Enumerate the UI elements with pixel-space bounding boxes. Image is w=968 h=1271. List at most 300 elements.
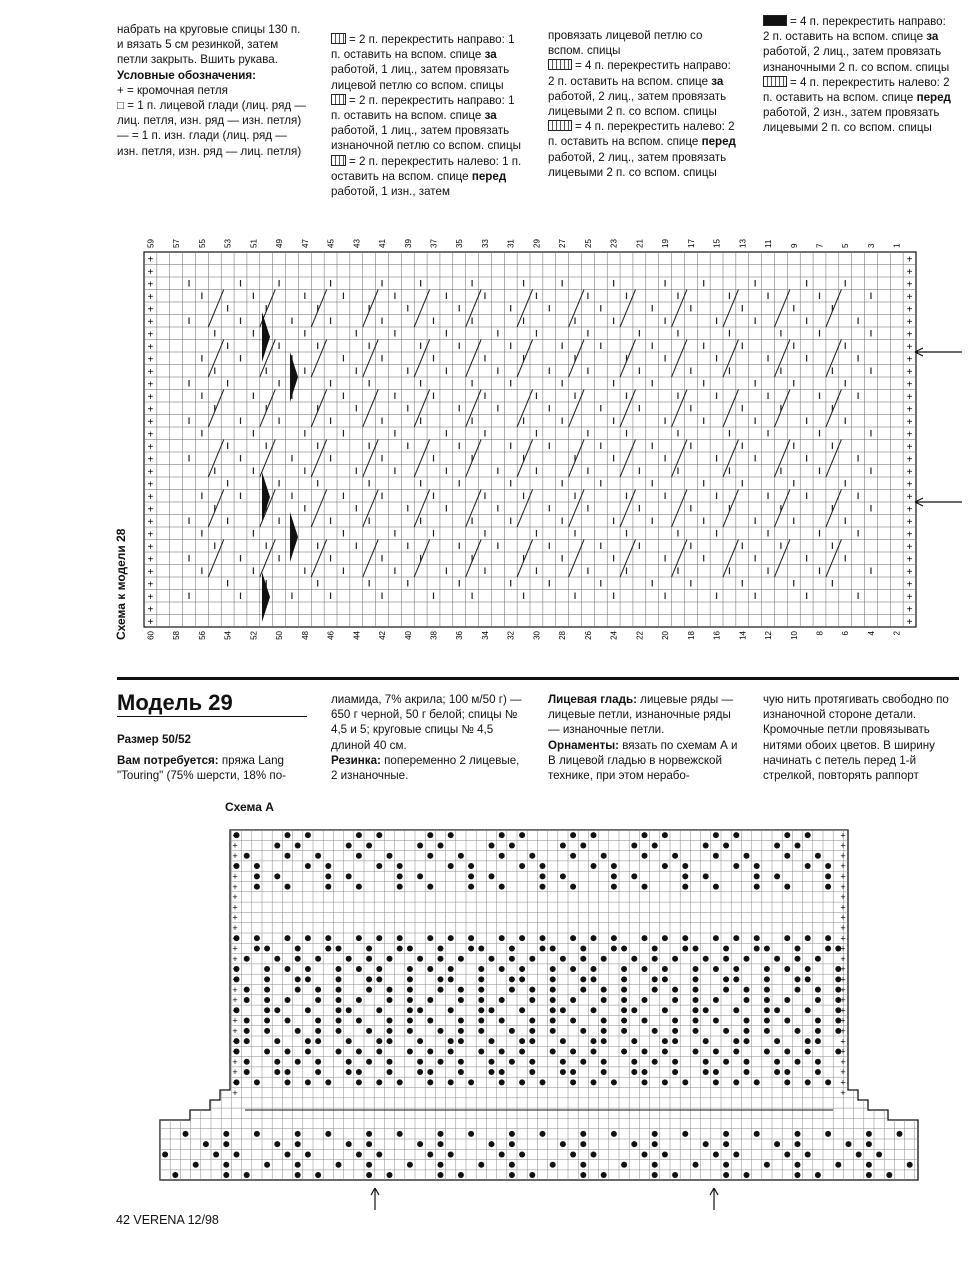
section-divider <box>117 677 959 680</box>
pattern-dot <box>285 1069 291 1075</box>
pattern-dot <box>356 884 362 890</box>
pattern-dot <box>285 853 291 859</box>
pattern-dot <box>274 1038 280 1044</box>
pattern-dot <box>529 997 535 1003</box>
pattern-dot <box>183 1131 189 1137</box>
bottom-column-number: 2 <box>892 631 902 636</box>
pattern-dot <box>662 1151 668 1157</box>
bottom-column-number: 4 <box>866 631 876 636</box>
top-column-number: 9 <box>789 243 799 248</box>
pattern-dot <box>662 1079 668 1085</box>
pattern-dot <box>764 976 770 982</box>
text: Условные обозначения: <box>117 68 256 82</box>
pattern-dot <box>529 1018 535 1024</box>
pattern-dot <box>509 1131 515 1137</box>
pattern-dot <box>427 935 433 941</box>
pattern-dot <box>468 945 474 951</box>
pattern-dot <box>621 1028 627 1034</box>
pattern-dot <box>631 842 637 848</box>
pattern-dot <box>805 935 811 941</box>
edge-stitch-mark: + <box>232 881 238 892</box>
pattern-dot <box>652 1141 658 1147</box>
pattern-dot <box>591 1048 597 1054</box>
pattern-dot <box>805 1079 811 1085</box>
top-column-number: 17 <box>686 239 696 248</box>
pattern-dot <box>427 884 433 890</box>
text: = 4 п. перекрестить налево: 2 п. оставить на вспом. спице <box>763 75 950 105</box>
pattern-dot <box>866 1172 872 1178</box>
pattern-dot <box>570 1079 576 1085</box>
pattern-dot <box>693 997 699 1003</box>
pattern-dot <box>407 976 413 982</box>
pattern-dot <box>591 832 597 838</box>
pattern-dot <box>774 1069 780 1075</box>
top-column-number: 53 <box>223 239 233 248</box>
pattern-dot <box>682 884 688 890</box>
pattern-dot <box>703 1038 709 1044</box>
pattern-dot <box>713 966 719 972</box>
pattern-dot <box>234 1151 240 1157</box>
edge-stitch-mark: + <box>906 367 913 378</box>
edge-stitch-mark: + <box>906 542 913 553</box>
pattern-dot <box>754 1131 760 1137</box>
pattern-dot <box>264 966 270 972</box>
pattern-dot <box>427 1079 433 1085</box>
pattern-dot <box>417 1141 423 1147</box>
pattern-dot <box>427 1018 433 1024</box>
edge-stitch-mark: + <box>232 1087 238 1098</box>
pattern-dot <box>376 976 382 982</box>
edge-stitch-mark: + <box>840 1015 846 1026</box>
pattern-dot <box>264 1028 270 1034</box>
text: набрать на круговые спицы 130 п. и вязать 5 см резинкой, затем петли закрыть. Вшить рукава. <box>117 23 301 67</box>
pattern-dot <box>397 945 403 951</box>
pattern-dot <box>315 1059 321 1065</box>
edge-stitch-mark: + <box>840 912 846 923</box>
pattern-dot <box>621 945 627 951</box>
pattern-dot <box>733 863 739 869</box>
pattern-dot <box>784 1069 790 1075</box>
pattern-dot <box>376 1007 382 1013</box>
pattern-dot <box>652 1162 658 1168</box>
pattern-dot <box>693 1018 699 1024</box>
pattern-dot <box>417 1069 423 1075</box>
pattern-dot <box>754 884 760 890</box>
pattern-dot <box>427 853 433 859</box>
pattern-dot <box>601 997 607 1003</box>
bottom-column-number: 48 <box>300 631 310 640</box>
pattern-dot <box>295 945 301 951</box>
edge-stitch-mark: + <box>147 579 154 591</box>
pattern-dot <box>672 1059 678 1065</box>
pattern-dot <box>703 1141 709 1147</box>
pattern-dot <box>713 1018 719 1024</box>
paragraph <box>548 58 738 119</box>
bold-term: Резинка: <box>331 753 381 767</box>
edge-stitch-mark: + <box>147 329 154 341</box>
top-column-number: 49 <box>275 239 285 248</box>
pattern-dot <box>723 1141 729 1147</box>
pattern-dot <box>489 1038 495 1044</box>
pattern-dot <box>336 945 342 951</box>
pattern-dot <box>744 1018 750 1024</box>
edge-stitch-mark: + <box>147 542 154 553</box>
pattern-dot <box>427 1069 433 1075</box>
pattern-dot <box>693 1007 699 1013</box>
pattern-dot <box>744 997 750 1003</box>
pattern-dot <box>458 853 464 859</box>
pattern-dot <box>550 966 556 972</box>
pattern-dot <box>438 1131 444 1137</box>
pattern-dot <box>336 1162 342 1168</box>
pattern-dot <box>591 1151 597 1157</box>
pattern-dot <box>723 1028 729 1034</box>
top-column-number: 29 <box>532 239 542 248</box>
title-underline <box>117 716 307 717</box>
pattern-dot <box>784 966 790 972</box>
pattern-dot <box>805 1007 811 1013</box>
edge-stitch-mark: + <box>147 567 154 578</box>
bottom-column-number: 22 <box>635 631 645 640</box>
pattern-dot <box>621 997 627 1003</box>
edge-stitch-mark: + <box>840 984 846 995</box>
pattern-dot <box>223 1141 229 1147</box>
pattern-dot <box>489 1069 495 1075</box>
pattern-dot <box>346 1141 352 1147</box>
edge-stitch-mark: + <box>840 923 846 933</box>
pattern-dot <box>764 945 770 951</box>
pattern-dot <box>703 1069 709 1075</box>
pattern-dot <box>642 1069 648 1075</box>
pattern-dot <box>672 1038 678 1044</box>
pattern-dot <box>795 987 801 993</box>
pattern-dot <box>407 987 413 993</box>
pattern-dot <box>305 1079 311 1085</box>
repeat-arrow-icon <box>371 1188 379 1210</box>
pattern-dot <box>723 945 729 951</box>
pattern-dot <box>387 987 393 993</box>
top-column-number: 51 <box>249 239 259 248</box>
pattern-dot <box>723 1172 729 1178</box>
edge-stitch-mark: + <box>232 1026 238 1036</box>
pattern-dot <box>244 1069 250 1075</box>
pattern-dot <box>550 1007 556 1013</box>
pattern-dot <box>285 935 291 941</box>
pattern-dot <box>580 842 586 848</box>
pattern-dot <box>713 1079 719 1085</box>
pattern-dot <box>489 842 495 848</box>
bottom-column-number: 58 <box>172 631 182 640</box>
pattern-dot <box>448 935 454 941</box>
pattern-dot <box>366 1172 372 1178</box>
pattern-dot <box>376 863 382 869</box>
pattern-dot <box>652 1172 658 1178</box>
pattern-dot <box>407 945 413 951</box>
pattern-dot <box>693 945 699 951</box>
pattern-dot <box>580 1172 586 1178</box>
pattern-dot <box>285 1079 291 1085</box>
edge-stitch-mark: + <box>147 367 154 378</box>
top-column-number: 35 <box>455 239 465 248</box>
pattern-dot <box>733 976 739 982</box>
pattern-dot <box>387 853 393 859</box>
pattern-dot <box>703 873 709 879</box>
pattern-dot <box>764 997 770 1003</box>
pattern-dot <box>519 863 525 869</box>
pattern-dot <box>285 997 291 1003</box>
pattern-dot <box>356 1151 362 1157</box>
edge-stitch-mark: + <box>147 454 154 466</box>
pattern-dot <box>795 842 801 848</box>
pattern-dot <box>366 1162 372 1168</box>
pattern-dot <box>519 1151 525 1157</box>
pattern-dot <box>795 956 801 962</box>
pattern-dot <box>315 997 321 1003</box>
cable-symbol-icon <box>763 76 787 87</box>
pattern-dot <box>346 873 352 879</box>
pattern-dot <box>427 1048 433 1054</box>
pattern-dot <box>274 956 280 962</box>
pattern-dot <box>825 945 831 951</box>
pattern-dot <box>366 956 372 962</box>
pattern-dot <box>642 832 648 838</box>
pattern-dot <box>621 1007 627 1013</box>
pattern-dot <box>764 1048 770 1054</box>
pattern-dot <box>356 1048 362 1054</box>
pattern-dot <box>642 884 648 890</box>
pattern-dot <box>468 884 474 890</box>
pattern-dot <box>356 853 362 859</box>
pattern-dot <box>499 1079 505 1085</box>
bold-term: Орнаменты: <box>548 738 620 752</box>
edge-stitch-mark: + <box>232 1005 238 1016</box>
pattern-dot <box>784 1018 790 1024</box>
pattern-dot <box>407 1018 413 1024</box>
pattern-dot <box>397 1131 403 1137</box>
pattern-dot <box>438 987 444 993</box>
pattern-dot <box>489 873 495 879</box>
pattern-dot <box>662 1038 668 1044</box>
pattern-dot <box>713 884 719 890</box>
pattern-dot <box>438 1172 444 1178</box>
pattern-dot <box>570 966 576 972</box>
paragraph <box>763 75 953 136</box>
pattern-dot <box>336 987 342 993</box>
pattern-dot <box>631 1069 637 1075</box>
pattern-dot <box>254 935 260 941</box>
pattern-dot <box>774 1059 780 1065</box>
pattern-dot <box>499 935 505 941</box>
pattern-dot <box>366 1131 372 1137</box>
edge-stitch-mark: + <box>840 1026 846 1036</box>
text: □ = 1 п. лицевой глади (лиц. ряд — лиц. петля, изн. ряд — изн. петля) <box>117 99 306 128</box>
pattern-dot <box>723 956 729 962</box>
pattern-dot <box>325 873 331 879</box>
pattern-dot <box>336 1048 342 1054</box>
paragraph <box>548 119 738 180</box>
pattern-dot <box>315 1069 321 1075</box>
paragraph <box>331 692 523 753</box>
pattern-dot <box>611 863 617 869</box>
pattern-dot <box>570 1018 576 1024</box>
pattern-dot <box>652 1059 658 1065</box>
top-column-number: 55 <box>197 239 207 248</box>
pattern-dot <box>438 1162 444 1168</box>
bottom-column-number: 24 <box>609 631 619 640</box>
top-column-number: 45 <box>326 239 336 248</box>
edge-stitch-mark: + <box>840 1056 846 1067</box>
pattern-dot <box>591 1007 597 1013</box>
top-column-number: 7 <box>815 243 825 248</box>
bold-term: перед <box>471 169 507 183</box>
pattern-dot <box>580 945 586 951</box>
edge-stitch-mark: + <box>906 617 913 628</box>
edge-stitch-mark: + <box>232 923 238 933</box>
pattern-dot <box>315 1038 321 1044</box>
text: попеременно 2 лицевые, 2 изнаночные. <box>331 753 520 783</box>
pattern-dot <box>682 873 688 879</box>
pattern-dot <box>509 956 515 962</box>
pattern-dot <box>254 873 260 879</box>
pattern-dot <box>815 987 821 993</box>
pattern-dot <box>621 1162 627 1168</box>
pattern-dot <box>417 1007 423 1013</box>
pattern-dot <box>795 1162 801 1168</box>
pattern-dot <box>662 966 668 972</box>
paragraph <box>548 28 738 58</box>
pattern-dot <box>744 987 750 993</box>
edge-stitch-mark: + <box>906 592 913 603</box>
pattern-dot <box>417 842 423 848</box>
top-column-number: 23 <box>609 239 619 248</box>
pattern-dot <box>325 945 331 951</box>
paragraph <box>331 154 523 200</box>
pattern-dot <box>713 997 719 1003</box>
pattern-dot <box>356 935 362 941</box>
pattern-dot <box>764 1162 770 1168</box>
pattern-dot <box>591 1079 597 1085</box>
pattern-dot <box>244 853 250 859</box>
top-column-number: 33 <box>480 239 490 248</box>
top-column-number: 11 <box>764 239 774 248</box>
pattern-dot <box>325 1131 331 1137</box>
pattern-dot <box>336 976 342 982</box>
pattern-dot <box>815 1018 821 1024</box>
edge-stitch-mark: + <box>232 974 238 985</box>
edge-stitch-mark: + <box>232 943 238 954</box>
pattern-dot <box>203 1141 209 1147</box>
pattern-dot <box>407 1048 413 1054</box>
pattern-dot <box>489 1059 495 1065</box>
pattern-dot <box>570 1069 576 1075</box>
pattern-dot <box>529 1172 535 1178</box>
pattern-dot <box>713 853 719 859</box>
bottom-column-number: 56 <box>197 631 207 640</box>
pattern-dot <box>285 1018 291 1024</box>
pattern-dot <box>254 863 260 869</box>
pattern-dot <box>336 997 342 1003</box>
pattern-dot <box>315 1028 321 1034</box>
pattern-dot <box>305 1038 311 1044</box>
pattern-dot <box>264 976 270 982</box>
pattern-dot <box>795 1172 801 1178</box>
pattern-dot <box>407 1028 413 1034</box>
pattern-dot <box>540 863 546 869</box>
pattern-dot <box>682 863 688 869</box>
cable-symbol-icon <box>548 120 572 131</box>
pattern-dot <box>744 956 750 962</box>
edge-stitch-mark: + <box>906 567 913 578</box>
pattern-dot <box>295 1172 301 1178</box>
schema-28-side-label: Схема к модели 28 <box>114 528 128 640</box>
pattern-dot <box>458 1069 464 1075</box>
pattern-dot <box>254 1131 260 1137</box>
edge-stitch-mark: + <box>232 840 238 851</box>
top-column-4 <box>763 14 953 136</box>
pattern-dot <box>693 1162 699 1168</box>
pattern-dot <box>754 935 760 941</box>
pattern-dot <box>672 853 678 859</box>
pattern-dot <box>366 1028 372 1034</box>
schema-a-title: Схема А <box>225 800 274 814</box>
pattern-dot <box>315 956 321 962</box>
pattern-dot <box>774 1007 780 1013</box>
pattern-dot <box>295 1059 301 1065</box>
pattern-dot <box>315 1172 321 1178</box>
pattern-dot <box>723 976 729 982</box>
edge-stitch-mark: + <box>232 912 238 923</box>
pattern-dot <box>213 1151 219 1157</box>
edge-stitch-mark: + <box>906 517 913 528</box>
pattern-dot <box>468 863 474 869</box>
edge-stitch-mark: + <box>906 267 913 278</box>
edge-stitch-mark: + <box>906 329 913 341</box>
bottom-column-number: 44 <box>352 631 362 640</box>
edge-stitch-mark: + <box>147 604 154 616</box>
edge-stitch-mark: + <box>232 1056 238 1067</box>
row-arrow-icon <box>915 348 962 356</box>
pattern-dot <box>733 935 739 941</box>
pattern-dot <box>570 997 576 1003</box>
pattern-dot <box>264 997 270 1003</box>
pattern-dot <box>509 945 515 951</box>
pattern-dot <box>305 935 311 941</box>
pattern-dot <box>458 956 464 962</box>
top-column-number: 19 <box>661 239 671 248</box>
edge-stitch-mark: + <box>906 304 913 316</box>
pattern-dot <box>458 1038 464 1044</box>
edge-stitch-mark: + <box>906 279 913 291</box>
pattern-dot <box>244 1059 250 1065</box>
edge-stitch-mark: + <box>906 442 913 453</box>
pattern-dot <box>274 873 280 879</box>
pattern-dot <box>540 935 546 941</box>
pattern-dot <box>601 1028 607 1034</box>
pattern-dot <box>825 935 831 941</box>
pattern-dot <box>723 987 729 993</box>
pattern-dot <box>856 1151 862 1157</box>
pattern-dot <box>295 987 301 993</box>
pattern-dot <box>662 832 668 838</box>
text: = 4 п. перекрестить налево: 2 п. оставить на вспом. спице <box>548 120 735 149</box>
edge-stitch-mark: + <box>840 995 846 1006</box>
cable-symbol-icon <box>548 59 572 70</box>
pattern-dot <box>693 976 699 982</box>
bottom-column-number: 34 <box>480 631 490 640</box>
text: = 2 п. перекрестить направо: 1 п. оставить на вспом. спице <box>331 33 515 62</box>
edge-stitch-mark: + <box>906 554 913 566</box>
pattern-dot <box>223 1162 229 1168</box>
